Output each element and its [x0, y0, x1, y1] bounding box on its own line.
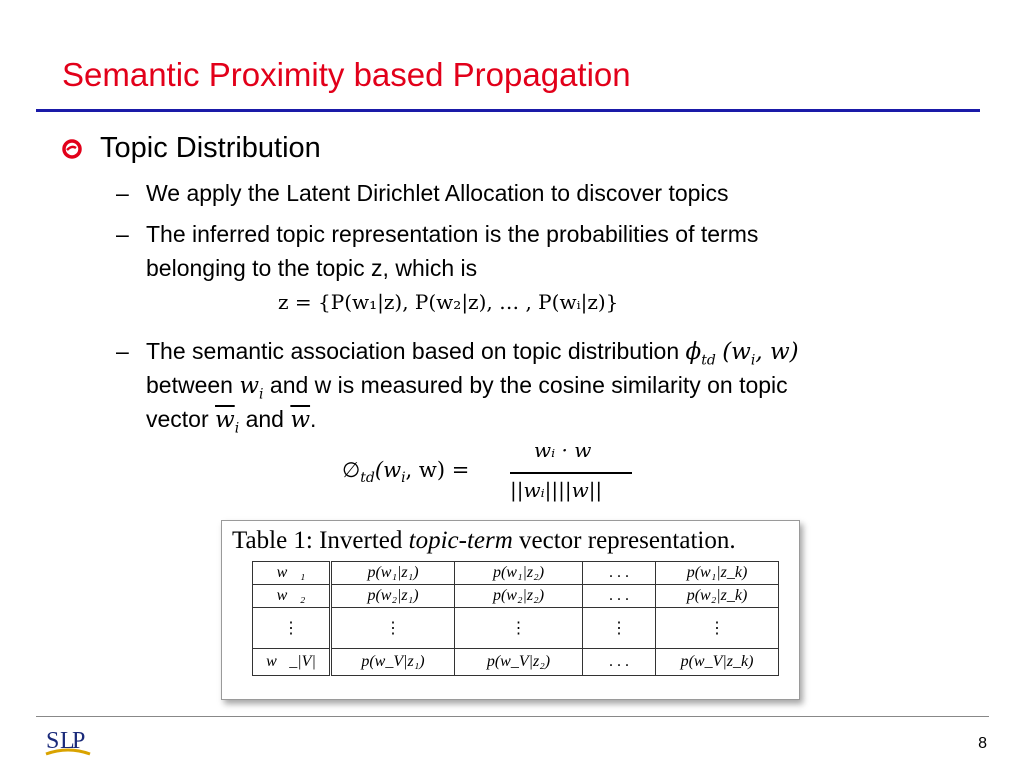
table-image	[221, 520, 800, 700]
bullet-3-period: .	[310, 406, 317, 432]
swirl-bullet-icon	[62, 139, 82, 159]
table-cell: p(w₁|z_k)	[656, 562, 779, 585]
table-cell: p(w₁|z₁)	[331, 562, 455, 585]
dash: –	[116, 180, 129, 206]
table-cell: ⋮	[455, 608, 583, 649]
table-row	[253, 562, 779, 585]
table-cell: w⃗₁	[253, 562, 331, 585]
table-cell: . . .	[583, 585, 656, 608]
bullet-3-text-e: and	[245, 406, 284, 432]
table-cell: p(w_V|z_k)	[656, 649, 779, 676]
vector-w-i-sub: i	[234, 420, 240, 437]
slp-logo-icon	[44, 722, 92, 762]
empty-set-symbol: ∅	[342, 458, 361, 482]
w-i-math: w	[239, 373, 260, 399]
slide-title: Semantic Proximity based Propagation	[62, 56, 631, 93]
lhs-args-end: , w) =	[405, 458, 470, 482]
fraction-bar	[510, 472, 632, 474]
lhs-args: (w	[374, 458, 402, 482]
table-row	[253, 608, 779, 649]
bullet-1-text: We apply the Latent Dirichlet Allocation to discover topics	[146, 180, 729, 206]
table-cell: . . .	[583, 562, 656, 585]
lhs-args-sub: i	[401, 470, 406, 487]
phi-subscript: td	[701, 352, 716, 369]
bullet-3-line3	[146, 402, 316, 446]
table-cell: . . .	[583, 649, 656, 676]
table-cell: p(w_V|z₂)	[455, 649, 583, 676]
page-number: 8	[978, 735, 987, 752]
caption-pre: Table 1: Inverted	[232, 527, 409, 554]
topic-heading: Topic Distribution	[100, 132, 321, 164]
vector-w-i: $\overline{w}$	[215, 407, 235, 433]
vector-w: $\overline{w}$	[290, 407, 311, 433]
bullet-3-text-a: The semantic association based on topic distribution	[146, 338, 680, 364]
svg-text:L: L	[60, 728, 75, 754]
phi-args-end: , w)	[755, 339, 799, 365]
caption-em: topic-term	[408, 527, 513, 554]
fraction-numerator: wᵢ · w	[534, 438, 592, 462]
table-cell: ⋮	[656, 608, 779, 649]
cosine-lhs	[342, 458, 469, 486]
table-cell: p(w_V|z₁)	[331, 649, 455, 676]
topic-vector-equation: z = {P(w₁|z), P(w₂|z), … , P(wᵢ|z)}	[278, 290, 619, 314]
table-cell: p(w₂|z₁)	[331, 585, 455, 608]
table-cell: ⋮	[583, 608, 656, 649]
bullet-3-text-d: vector	[146, 406, 209, 432]
topic-term-table	[252, 561, 779, 676]
table-cell: p(w₁|z₂)	[455, 562, 583, 585]
footer-rule	[36, 716, 989, 717]
dash: –	[116, 338, 129, 364]
table-cell: ⋮	[331, 608, 455, 649]
phi-args: (w	[722, 339, 751, 365]
table-cell: p(w₂|z₂)	[455, 585, 583, 608]
phi-args-sub: i	[750, 352, 756, 369]
table-cell: ⋮	[253, 608, 331, 649]
lhs-sub: td	[360, 470, 375, 487]
fraction-denominator: ||wᵢ||||w||	[510, 478, 603, 502]
caption-post: vector representation.	[512, 527, 736, 554]
title-underline	[36, 109, 980, 112]
table-caption	[232, 527, 736, 555]
bullet-3-text-c: and w is measured by the cosine similarity on topic	[269, 372, 788, 398]
w-i-sub: i	[259, 386, 264, 403]
bullet-2-line2: belonging to the topic z, which is	[146, 255, 478, 281]
table-cell: w⃗₂	[253, 585, 331, 608]
bullet-2-line1: The inferred topic representation is the probabilities of terms	[146, 221, 759, 247]
cosine-equation	[342, 436, 642, 512]
svg-text:P: P	[72, 728, 86, 754]
svg-text:S: S	[46, 728, 60, 754]
dash: –	[116, 221, 129, 247]
table-row	[253, 649, 779, 676]
table-row	[253, 585, 779, 608]
phi-symbol: ϕ	[685, 339, 702, 365]
table-cell: p(w₂|z_k)	[656, 585, 779, 608]
table-cell: w⃗_|V|	[253, 649, 331, 676]
bullet-3-text-b: between	[146, 372, 233, 398]
